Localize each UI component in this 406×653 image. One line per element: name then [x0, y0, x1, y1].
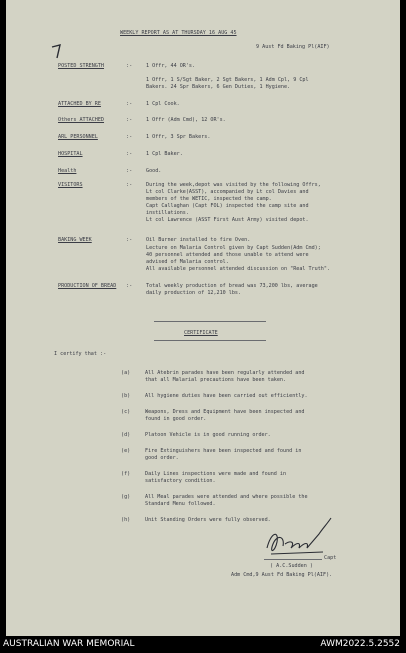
- certificate-item-text: Fire Extinguishers have been inspected and found in: [145, 448, 302, 454]
- production-line: Total weekly production of bread was 73,200 lbs, average: [146, 283, 318, 289]
- divider-line: [154, 321, 266, 322]
- certificate-item-letter: (b): [121, 393, 131, 399]
- colon: :-: [126, 134, 133, 140]
- certificate-item-text: Platoon Vehicle is in good running order.: [145, 432, 271, 438]
- signatory-rank: Capt: [324, 555, 337, 561]
- production-label: PRODUCTION OF BREAD: [58, 283, 117, 289]
- hospital-label: HOSPITAL: [58, 151, 83, 157]
- others-attached-value: 1 Offr (Adm Cmd), 12 OR's.: [146, 117, 226, 123]
- posted-strength-detail: Bakers. 24 Spr Bakers, 6 Gen Duties, 1 Hygiene.: [146, 84, 291, 90]
- unit-name: 9 Aust Fd Baking Pl(AIF): [256, 44, 330, 50]
- health-label: Health: [58, 168, 77, 174]
- certificate-item-text: All Atebrin parades have been regularly attended and: [145, 370, 305, 376]
- colon: :-: [126, 182, 133, 188]
- certificate-item-text: Unit Standing Orders were fully observed.: [145, 517, 271, 523]
- colon: :-: [126, 63, 133, 69]
- certificate-item-letter: (e): [121, 448, 131, 454]
- colon: :-: [126, 101, 133, 107]
- certificate-item-text: Weapons, Dress and Equipment have been inspected and: [145, 409, 305, 415]
- attached-by-re-label: ATTACHED BY RE: [58, 101, 101, 107]
- certificate-item-letter: (h): [121, 517, 131, 523]
- baking-week-line: All available personnel attended discussion on "Real Truth".: [146, 266, 331, 272]
- health-value: Good.: [146, 168, 162, 174]
- arl-personnel-label: ARL PERSONNEL: [58, 134, 98, 140]
- certificate-item-text: satisfactory condition.: [145, 478, 216, 484]
- certificate-item-text: that all Malarial precautions have been taken.: [145, 377, 287, 383]
- signature-line: [264, 559, 322, 560]
- colon: :-: [126, 283, 133, 289]
- posted-strength-value: 1 Offr, 44 OR's.: [146, 63, 196, 69]
- production-line: daily production of 12,210 lbs.: [146, 290, 242, 296]
- certificate-item-text: Standard Menu followed.: [145, 501, 216, 507]
- visitors-line: Lt col Clarke(ASST), accompanied by Lt col Davies and: [146, 189, 309, 195]
- visitors-line: Lt col Lawrence (ASST First Aust Army) visited depot.: [146, 217, 309, 223]
- signatory-name: ( A.C.Sudden ): [270, 563, 313, 569]
- certificate-item-text: Daily Lines inspections were made and found in: [145, 471, 287, 477]
- certificate-intro: I certify that :-: [54, 351, 107, 357]
- visitors-label: VISITORS: [58, 182, 83, 188]
- others-attached-label: Others ATTACHED: [58, 117, 105, 123]
- certificate-item-text: All hygiene duties have been carried out efficiently.: [145, 393, 308, 399]
- hospital-value: 1 Cpl Baker.: [146, 151, 183, 157]
- baking-week-label: BAKING WEEK: [58, 237, 92, 243]
- document-page: [6, 0, 400, 636]
- certificate-item-text: good order.: [145, 455, 179, 461]
- visitors-line: instillations.: [146, 210, 189, 216]
- baking-week-line: 40 personnel attended and those unable to attend were: [146, 252, 309, 258]
- visitors-line: During the week,depot was visited by the following Offrs,: [146, 182, 321, 188]
- handwritten-mark: [50, 42, 64, 64]
- baking-week-line: Lecture on Malaria Control given by Capt Sudden(Adm Cmd);: [146, 245, 321, 251]
- divider-line: [154, 340, 266, 341]
- visitors-line: Capt Callaghan (Capt FOL) inspected the camp site and: [146, 203, 309, 209]
- arl-personnel-value: 1 Offr, 3 Spr Bakers.: [146, 134, 211, 140]
- certificate-heading: CERTIFICATE: [184, 330, 218, 336]
- posted-strength-label: POSTED STRENGTH: [58, 63, 105, 69]
- certificate-item-letter: (d): [121, 432, 131, 438]
- colon: :-: [126, 168, 133, 174]
- certificate-item-letter: (c): [121, 409, 131, 415]
- footer-accession-number: AWM2022.5.2552: [320, 639, 400, 649]
- baking-week-line: Oil Burner installed to fire Oven.: [146, 237, 251, 243]
- signatory-appointment: Adm Cmd,9 Aust Fd Baking Pl(AIF).: [231, 572, 333, 578]
- certificate-item-letter: (f): [121, 471, 131, 477]
- colon: :-: [126, 151, 133, 157]
- colon: :-: [126, 237, 133, 243]
- certificate-item-text: All Meal parades were attended and where possible the: [145, 494, 308, 500]
- footer-credit: AUSTRALIAN WAR MEMORIAL: [3, 639, 135, 649]
- visitors-line: members of the WETIC, inspected the camp.: [146, 196, 272, 202]
- colon: :-: [126, 117, 133, 123]
- certificate-item-text: found in good order.: [145, 416, 207, 422]
- baking-week-line: advised of Malaria control.: [146, 259, 229, 265]
- report-title: WEEKLY REPORT AS AT THURSDAY 16 AUG 45: [120, 30, 237, 36]
- certificate-item-letter: (g): [121, 494, 131, 500]
- certificate-item-letter: (a): [121, 370, 131, 376]
- attached-by-re-value: 1 Cpl Cook.: [146, 101, 180, 107]
- posted-strength-detail: 1 Offr, 1 S/Sgt Baker, 2 Sgt Bakers, 1 Adm Cpl, 9 Cpl: [146, 77, 309, 83]
